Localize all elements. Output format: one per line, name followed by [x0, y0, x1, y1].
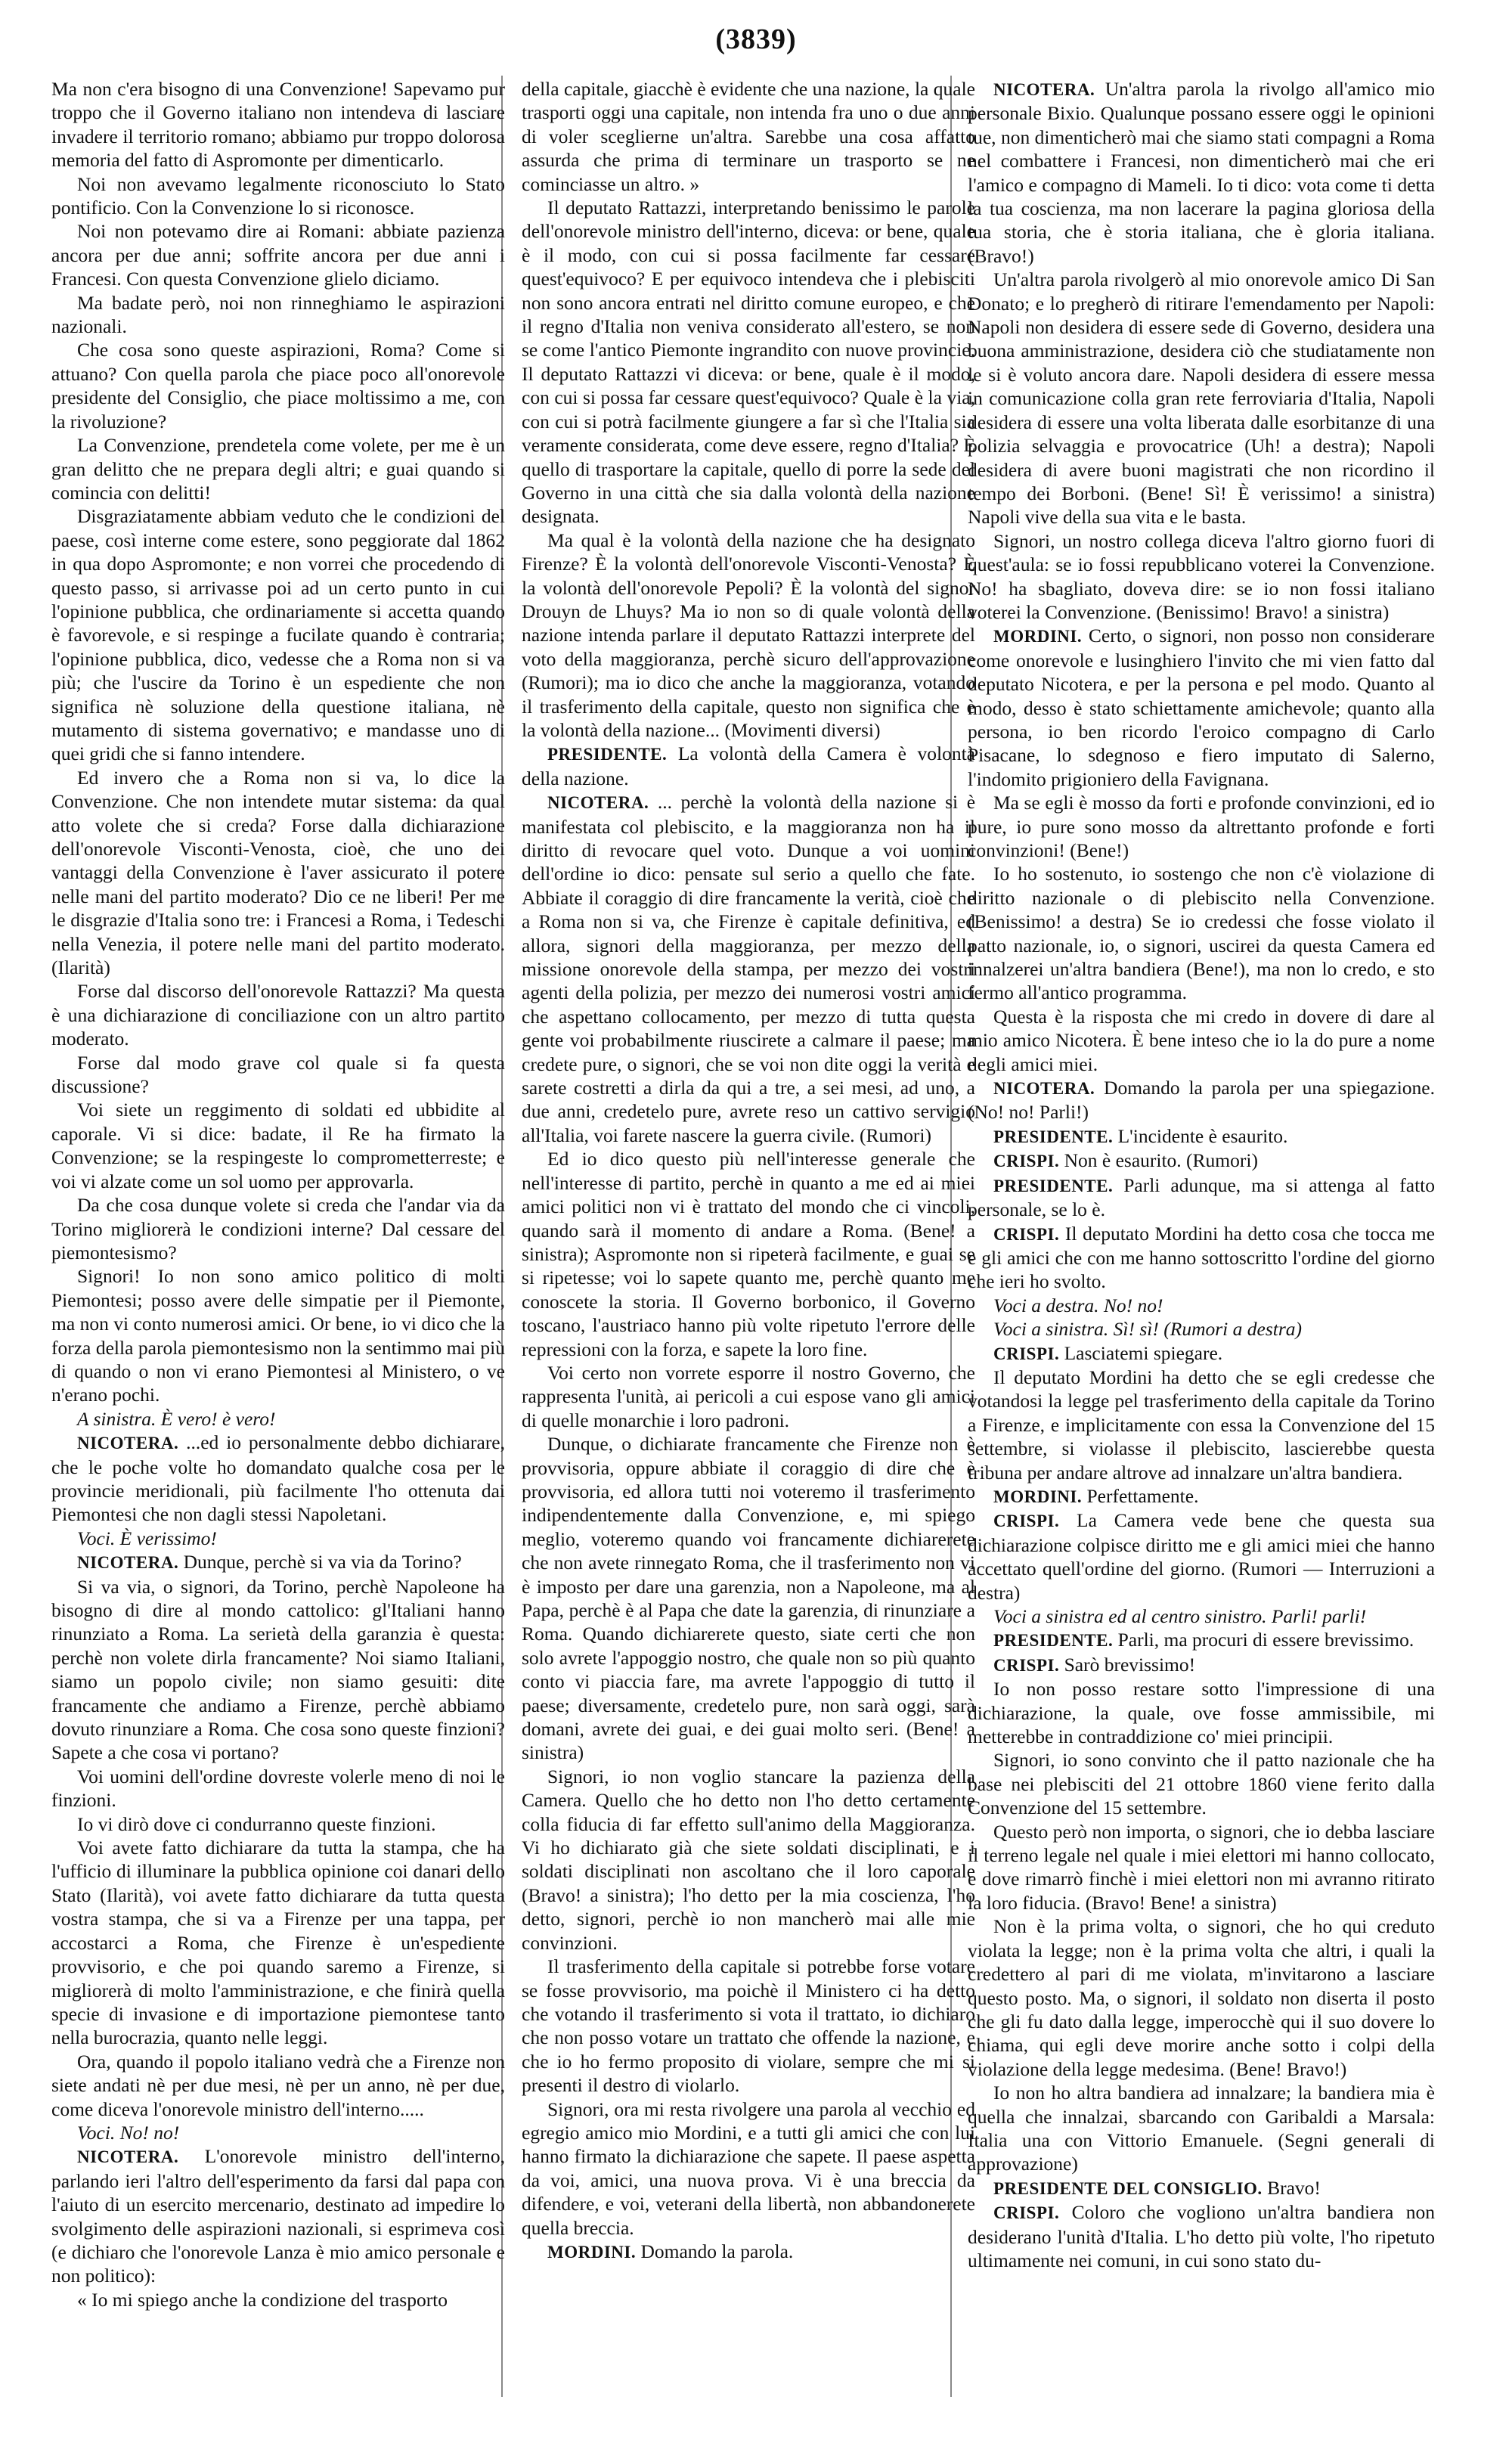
- paragraph-text: Lasciatemi spiegare.: [1064, 1341, 1223, 1364]
- speaker-name: MORDINI.: [993, 627, 1083, 646]
- paragraph-text: A sinistra. È vero! è vero!: [77, 1407, 276, 1430]
- paragraph: [51, 219, 505, 290]
- speech-paragraph: [968, 2200, 1435, 2272]
- paragraph: [51, 1765, 505, 1812]
- speaker-name: CRISPI.: [993, 1655, 1060, 1675]
- paragraph: [968, 1914, 1435, 2081]
- paragraph: [968, 1677, 1435, 1748]
- paragraph-text: Il trasferimento della capitale si potrebbe forse votare se fosse provvisorio, ma poichè il Ministero ci ha detto che votando il trasferimento si vota il trattato, io dichiaro che non posso votare un trattato che offende la nazione, e che io ho fermo proposito di violare, sempre che mi si presenti il destro di violarlo.: [522, 1955, 975, 2097]
- paragraph-text: ... perchè la volontà della nazione si è manifestata col plebiscito, e la maggioranza non ha il diritto di revocare quel voto. Dunque a voi uomini dell'ordine io dico: pensate sul serio a quello che fate. Abbiate il coraggio di dire francamente la verità, cioè che a Roma non si va, che Firenze è capitale definitiva, ed allora, signori della maggioranza, per mezzo della missione onorevole della stampa, per mezzo dei vostri agenti della polizia, per mezzo dei numerosi vostri amici che aspettano collocamento, per mezzo di tutta questa gente voi probabilmente riuscirete a calmare il paese; ma credete pure, o signori, che se voi non dite oggi la verità e sarete costretti a dirla da qui a tre, a sei mesi, ad uno, a due anni, credetelo pure, avrete reso un cattivo servigio all'Italia, voi farete nascere la guerra civile. (Rumori): [522, 791, 975, 1146]
- paragraph-text: Da che cosa dunque volete si creda che l'andar via da Torino migliorerà le condizioni interne? Dal cessare del piemontesismo?: [51, 1194, 505, 1263]
- speaker-name: CRISPI.: [993, 2203, 1060, 2223]
- paragraph: [51, 291, 505, 339]
- speech-paragraph: [522, 742, 975, 790]
- speech-paragraph: [51, 1431, 505, 1527]
- paragraph: [51, 504, 505, 765]
- paragraph: [522, 77, 975, 196]
- paragraph: [51, 338, 505, 433]
- paragraph-text: Io ho sostenuto, io sostengo che non c'è violazione di diritto nazionale o di plebiscito nella Convenzione. (Benissimo! a destra) Se io credessi che fosse violato il patto nazionale, io, o signori, uscirei da questa Camera ed innalzerei un'altra bandiera (Bene!), ma non lo credo, e sto fermo all'antico programma.: [968, 863, 1435, 1004]
- paragraph: [522, 1361, 975, 1432]
- paragraph-text: La Convenzione, prendetela come volete, per me è un gran delitto che ne prepara degli altri; e guai quando si comincia con delitti!: [51, 434, 505, 504]
- speaker-name: MORDINI.: [547, 2242, 637, 2262]
- page-number: (3839): [715, 23, 797, 55]
- speech-paragraph: [51, 1550, 505, 1574]
- paragraph: [968, 1005, 1435, 1076]
- paragraph-text: Coloro che vogliono un'altra bandiera non desiderano l'unità d'Italia. L'ho detto più volte, l'ho ripetuto ultimamente nei comuni, in cui sono stato du-: [968, 2201, 1435, 2271]
- paragraph: [522, 2097, 975, 2240]
- paragraph-text: ...ed io personalmente debbo dichiarare, che le poche volte ho domandato qualche cosa per le provincie meridionali, più facilmente l'ho ottenuta dai Piemontesi che non dagli stessi Napoletani.: [51, 1431, 505, 1526]
- speech-paragraph: [968, 1222, 1435, 1294]
- interjection-paragraph: [51, 1527, 505, 1550]
- paragraph: [522, 1432, 975, 1765]
- paragraph: [51, 766, 505, 980]
- speaker-name: CRISPI.: [993, 1224, 1060, 1244]
- paragraph-text: Bravo!: [1267, 2176, 1321, 2199]
- speaker-name: PRESIDENTE.: [993, 1176, 1114, 1195]
- speaker-name: NICOTERA.: [993, 1079, 1095, 1099]
- speech-paragraph: [968, 1173, 1435, 1222]
- interjection-paragraph: [51, 1407, 505, 1431]
- paragraph-text: Ma badate però, noi non rinneghiamo le aspirazioni nazionali.: [51, 291, 505, 338]
- speaker-name: CRISPI.: [993, 1344, 1060, 1363]
- paragraph-text: Un'altra parola la rivolgo all'amico mio personale Bixio. Qualunque possano essere oggi le opinioni tue, non dimenticherò mai che siamo stati compagni a Roma nel combattere i Francesi, non dimenticherò mai che eri l'amico e compagno di Mameli. Io ti dico: vota come ti detta la tua coscienza, ma non lacerare la pagina gloriosa della tua storia, che è storia italiana, che è gloria italiana. (Bravo!): [968, 78, 1435, 267]
- interjection-paragraph: [51, 2121, 505, 2144]
- paragraph-text: Ma se egli è mosso da forti e profonde convinzioni, ed io pure, io pure sono mosso da altrettanto profonde e forti convinzioni! (Bene!): [968, 792, 1435, 861]
- paragraph-text: Voi avete fatto dichiarare da tutta la stampa, che ha l'ufficio di illuminare la pubblica opinione coi danari dello Stato (Ilarità), voi avete fatto dichiarare da tutta questa vostra stampa, che si va a Firenze per una tappa, per accostarci a Roma, che Firenze è un'espediente provvisorio, e che poi quando saremo a Firenze, si migliorerà di molto l'amministrazione, e che finirà quella specie di invasione e di importazione piemontese tanto nella burocrazia, quanto nelle leggi.: [51, 1837, 505, 2049]
- speech-paragraph: [51, 2144, 505, 2287]
- paragraph-text: Signori, io non voglio stancare la pazienza della Camera. Quello che ho detto non l'ho detto certamente colla fiducia di far effetto sull'animo della Maggioranza. Vi ho dichiarato già che siete soldati disciplinati, e i soldati disciplinati non ascoltano che il loro caporale (Bravo! a sinistra); l'ho detto per la mia coscienza, l'ho detto, signori, perchè io non mancherò mai alle mie convinzioni.: [522, 1765, 975, 1954]
- text-column-3: [968, 77, 1435, 2391]
- interjection-paragraph: [968, 1317, 1435, 1341]
- paragraph-text: Questo però non importa, o signori, che io debba lasciare il terreno legale nel quale i miei elettori mi hanno collocato, e dove rimarrò finchè i miei elettori non mi avranno ritirato la loro fiducia. (Bravo! Bene! a sinistra): [968, 1820, 1435, 1914]
- paragraph: [51, 1051, 505, 1099]
- paragraph-text: Questa è la risposta che mi credo in dovere di dare al mio amico Nicotera. È bene inteso che io la do pure a nome degli amici miei.: [968, 1005, 1435, 1075]
- speaker-name: PRESIDENTE DEL CONSIGLIO.: [993, 2178, 1263, 2198]
- speaker-name: NICOTERA.: [77, 1434, 179, 1453]
- paragraph-text: Ma qual è la volontà della nazione che ha designato Firenze? È la volontà dell'onorevole Visconti-Venosta? È la volontà dell'onorevole Pepoli? È la volontà del signor Drouyn de Lhuys? Ma io non so di quale volontà della nazione intenda parlare il deputato Rattazzi interprete del voto della maggioranza, perchè sicuro dell'approvazione (Rumori); ma io dico che anche la maggioranza, votando il trasferimento della capitale, questo non significa che è la volontà della nazione... (Movimenti diversi): [522, 529, 975, 741]
- paragraph-text: Noi non potevamo dire ai Romani: abbiate pazienza ancora per due anni; soffrite ancora per due anni i Francesi. Con questa Convenzione glielo diciamo.: [51, 220, 505, 290]
- paragraph-text: Si va via, o signori, da Torino, perchè Napoleone ha bisogno di dire al mondo cattolico: gl'Italiani hanno rinunziato a Roma. La serietà della garanzia è questa: perchè non volete dirla francamente? Noi siamo Italiani, siamo un popolo civile; non siamo gesuiti: dite francamente che andiamo a Firenze, perchè abbiamo dovuto rinunziare a Roma. Che cosa sono queste finzioni? Sapete a che cosa vi portano?: [51, 1575, 505, 1764]
- paragraph-text: Domando la parola.: [640, 2240, 794, 2262]
- paragraph: [968, 268, 1435, 529]
- paragraph-text: Non è la prima volta, o signori, che ho qui creduto violata la legge; non è la prima volta che altri, i quali la credettero al pari di me violata, m'invitarono a lasciare questo posto. Ma, o signori, il soldato non diserta il posto che gli fu dato dalla legge, imperocchè qui il suo dovere lo chiama, qui egli deve morire anche sotto i colpi della violazione della legge medesima. (Bene! Bravo!): [968, 1915, 1435, 2080]
- paragraph: [522, 196, 975, 529]
- paragraph-text: Dunque, perchè si va via da Torino?: [183, 1551, 462, 1573]
- speech-paragraph: [522, 2240, 975, 2264]
- speech-paragraph: [968, 1076, 1435, 1124]
- paragraph-text: Dunque, o dichiarate francamente che Firenze non è provvisoria, oppure abbiate il coraggio di dire che è provvisoria, ed allora tutti noi voteremo il trasferimento indipendentemente dalla Convenzione, e, mi spiego meglio, voteremo quando voi francamente dichiarerete che non avete rinnegato Roma, che il trasferimento non vi è imposto per dare una garenzia, non a Napoleone, ma al Papa, perchè è al Papa che date la garenzia, di rinunziare a Roma. Quando dichiarerete questo, siate certi che non solo avrete l'appoggio nostro, che quale non so più quanto conto vi piaccia fare, ma avrete l'appoggio di tutto il paese; diversamente, credetelo pure, non sarà oggi, sarà domani, avrete dei guai, e dei guai molto seri. (Bene! a sinistra): [522, 1433, 975, 1764]
- paragraph-text: Il deputato Rattazzi, interpretando benissimo le parole dell'onorevole ministro dell'interno, diceva: or bene, quale è il modo, con cui si possa facilmente far cessare quest'equivoco? E per equivoco intendeva che i plebisciti non sono ancora entrati nel diritto comune europeo, e che il regno d'Italia non veniva considerato all'estero, se non se come l'antico Piemonte ingrandito con nuove provincie. Il deputato Rattazzi vi diceva: or bene, quale è il modo, con cui si possa far cessare quest'equivoco? Quale è la via, con cui si potrà facilmente giungere a far sì che l'Italia sia veramente considerata, come deve essere, regno d'Italia? È quello di trasportare la capitale, quello di porre la sede del Governo in una città che sia dalla volontà della nazione designata.: [522, 197, 975, 528]
- interjection-paragraph: [968, 1294, 1435, 1317]
- paragraph: [51, 2288, 505, 2311]
- paragraph: [968, 1366, 1435, 1484]
- paragraph-text: Disgraziatamente abbiam veduto che le condizioni del paese, così interne come estere, sono peggiorate dal 1862 in qua dopo Aspromonte; e non vorrei che procedendo di questo passo, si arrivasse poi ad un certo punto in cui l'opinione pubblica, che ordinariamente si accetta quando è favorevole, e si respinge a fucilate quando è contraria; l'opinione pubblica, dico, vedesse che a Roma non si va più; che l'uscire da Torino è un espediente che non significa nè soluzione della questione italiana, nè mutamento di sistema governativo; e mandasse uno di quei gridi che si fanno intendere.: [51, 505, 505, 765]
- paragraph-text: Il deputato Mordini ha detto che se egli credesse che votandosi la legge pel trasferimento della capitale da Torino a Firenze, e implicitamente con essa la Convenzione del 15 settembre, si violasse il plebiscito, lascierebbe questa tribuna per andare altrove ad innalzare un'altra bandiera.: [968, 1366, 1435, 1484]
- paragraph-text: Parli, ma procuri di essere brevissimo.: [1117, 1629, 1414, 1651]
- paragraph-text: Ed invero che a Roma non si va, lo dice la Convenzione. Che non intendete mutar sistema: da qual atto volete che si creda? Forse dalla dichiarazione dell'onorevole Visconti-Venosta, cioè, che uno dei vantaggi della Convenzione è l'aver assicurato il potere nelle mani del partito moderato? Dio ce ne liberi! Per me le disgrazie d'Italia sono tre: i Francesi a Roma, i Tedeschi nella Venezia, il potere nelle mani del partito moderato. (Ilarità): [51, 766, 505, 979]
- paragraph: [51, 433, 505, 504]
- paragraph: [51, 77, 505, 172]
- paragraph-text: « Io mi spiego anche la condizione del trasporto: [77, 2288, 448, 2311]
- speech-paragraph: [968, 1508, 1435, 1604]
- paragraph-text: Voci. No! no!: [77, 2121, 180, 2144]
- paragraph: [968, 1748, 1435, 1819]
- speech-paragraph: [968, 2176, 1435, 2200]
- paragraph: [51, 1193, 505, 1264]
- paragraph-text: Domando la parola per una spiegazione. (No! no! Parli!): [968, 1077, 1435, 1124]
- speech-paragraph: [968, 1653, 1435, 1677]
- paragraph-text: Io vi dirò dove ci condurranno queste finzioni.: [77, 1812, 436, 1835]
- paragraph-text: Noi non avevamo legalmente riconosciuto lo Stato pontificio. Con la Convenzione lo si riconosce.: [51, 172, 505, 219]
- paragraph-text: Voci a sinistra. Sì! sì! (Rumori a destra): [993, 1318, 1302, 1341]
- paragraph-text: Voci a destra. No! no!: [993, 1294, 1163, 1316]
- speaker-name: NICOTERA.: [77, 1553, 179, 1573]
- paragraph: [51, 979, 505, 1050]
- paragraph-text: L'onorevole ministro dell'interno, parlando ieri l'altro dell'esperimento da farsi dal papa con l'aiuto di un esercito mercenario, destinato ad impedire lo svolgimento delle aspirazioni nazionali, si esprimeva così (e dichiaro che l'onorevole Lanza è mio amico personale e non politico):: [51, 2145, 505, 2287]
- paragraph-text: Perfettamente.: [1086, 1484, 1199, 1507]
- paragraph: [522, 529, 975, 743]
- paragraph-text: Ma non c'era bisogno di una Convenzione! Sapevamo pur troppo che il Governo italiano non intendeva di lasciare invadere il territorio romano; abbiamo pur troppo dolorosa memoria del fatto di Aspromonte per dimenticarlo.: [51, 78, 505, 172]
- paragraph: [968, 529, 1435, 625]
- speaker-name: NICOTERA.: [77, 2147, 179, 2167]
- paragraph-text: Forse dal discorso dell'onorevole Rattazzi? Ma questa è una dichiarazione di conciliazione con un altro partito moderato.: [51, 980, 505, 1050]
- paragraph-text: Il deputato Mordini ha detto cosa che tocca me e gli amici che con me hanno sottoscritto l'ordine del giorno che ieri ho svolto.: [968, 1222, 1435, 1293]
- interjection-paragraph: [968, 1604, 1435, 1628]
- speech-paragraph: [968, 1341, 1435, 1366]
- paragraph: [968, 791, 1435, 862]
- paragraph: [968, 862, 1435, 1004]
- paragraph-text: Che cosa sono queste aspirazioni, Roma? Come si attuano? Con quella parola che piace poco all'onorevole presidente del Consiglio, che piace moltissimo a me, con la rivoluzione?: [51, 339, 505, 433]
- paragraph-text: Voi certo non vorrete esporre il nostro Governo, che rappresenta l'unità, ai pericoli a cui espose vano gli amici di quelle monarchie i loro padroni.: [522, 1361, 975, 1431]
- paragraph-text: Signori, ora mi resta rivolgere una parola al vecchio ed egregio amico mio Mordini, e a tutti gli amici che con lui hanno firmato la dichiarazione che sapete. Il paese aspetta da voi, amici, una nuova prova. Vi è una breccia da difendere, e voi, veterani della libertà, non abbandonerete quella breccia.: [522, 2097, 975, 2239]
- paragraph-text: Sarò brevissimo!: [1064, 1653, 1196, 1676]
- speaker-name: PRESIDENTE.: [993, 1631, 1114, 1651]
- speech-paragraph: [968, 624, 1435, 791]
- speech-paragraph: [968, 1149, 1435, 1173]
- paragraph-text: Signori, un nostro collega diceva l'altro giorno fuori di quest'aula: se io fossi repubblicano voterei la Convenzione. No! ha sbagliato, doveva dire: se io non fossi italiano voterei la Convenzione. (Benissimo! Bravo! a sinistra): [968, 529, 1435, 623]
- speech-paragraph: [968, 1628, 1435, 1652]
- paragraph: [51, 1575, 505, 1765]
- speaker-name: PRESIDENTE.: [993, 1127, 1114, 1146]
- paragraph-text: Io non ho altra bandiera ad innalzare; la bandiera mia è quella che innalzai, sbarcando con Garibaldi a Marsala: Italia una con Vittorio Emanuele. (Segni generali di approvazione): [968, 2082, 1435, 2175]
- speaker-name: MORDINI.: [993, 1487, 1083, 1506]
- paragraph-text: Non è esaurito. (Rumori): [1064, 1149, 1258, 1172]
- paragraph-text: Parli adunque, ma si attenga al fatto personale, se lo è.: [968, 1173, 1435, 1221]
- paragraph-text: Voci. È verissimo!: [77, 1527, 217, 1549]
- paragraph: [51, 1098, 505, 1193]
- paragraph-text: Signori, io sono convinto che il patto nazionale che ha base nei plebisciti del 21 ottobre 1860 viene ferito dalla Convenzione del 15 settembre.: [968, 1749, 1435, 1819]
- speech-paragraph: [968, 77, 1435, 268]
- paragraph: [51, 1836, 505, 2050]
- paragraph-text: Signori! Io non sono amico politico di molti Piemontesi; posso avere delle simpatie per il Piemonte, ma non vi conto numerosi amici. Or bene, io vi dico che la forza della parola piemontesismo non la sentimmo mai più di quando o non vi erano Piemontesi al Ministero, o ve n'erano pochi.: [51, 1265, 505, 1406]
- paragraph-text: La volontà della Camera è volontà della nazione.: [522, 743, 975, 789]
- paragraph-text: Forse dal modo grave col quale si fa questa discussione?: [51, 1051, 505, 1098]
- paragraph-text: Voci a sinistra ed al centro sinistro. Parli! parli!: [993, 1605, 1367, 1627]
- paragraph-text: Voi uomini dell'ordine dovreste volerle meno di noi le finzioni.: [51, 1765, 505, 1812]
- speaker-name: PRESIDENTE.: [547, 745, 668, 764]
- paragraph: [968, 2081, 1435, 2176]
- speech-paragraph: [522, 790, 975, 1147]
- speech-paragraph: [968, 1484, 1435, 1508]
- paragraph-text: della capitale, giacchè è evidente che una nazione, la quale trasporti oggi una capitale, non intenda fra uno o due anni di voler sceglierne un'altra. Sarebbe una cosa affatto assurda che prima di terminare un trasporto se ne cominciasse un altro. »: [522, 78, 975, 195]
- paragraph-text: Un'altra parola rivolgerò al mio onorevole amico Di San Donato; e lo pregherò di ritirare l'emendamento per Napoli: Napoli non desidera di essere sede di Governo, desidera una buona amministrazione, desidera ciò che studiatamente non le si è voluto ancora dare. Napoli desidera di essere messa in comunicazione colla gran rete ferroviaria d'Italia, Napoli desidera di essere una volta liberata dalle esorbitanze di una polizia selvaggia e provocatrice (Uh! a destra); Napoli desidera di avere buoni magistrati che non ricordino il tempo dei Borboni. (Bene! Sì! È verissimo! a sinistra) Napoli vive della sua vita e le basta.: [968, 268, 1435, 529]
- speaker-name: NICOTERA.: [547, 793, 649, 813]
- text-column-1: [51, 77, 505, 2391]
- paragraph-text: La Camera vede bene che questa sua dichiarazione colpisce diritto me e gli amici miei che hanno accettato quell'ordine del giorno. (Rumori — Interruzioni a destra): [968, 1509, 1435, 1604]
- paragraph: [968, 1820, 1435, 1915]
- speaker-name: NICOTERA.: [993, 80, 1095, 99]
- paragraph-text: Voi siete un reggimento di soldati ed ubbidite al caporale. Vi si dice: badate, il Re ha firmato la Convenzione; se la respingeste lo comprometterreste; e voi vi alzate come un sol uomo per approvarla.: [51, 1099, 505, 1192]
- speaker-name: CRISPI.: [993, 1152, 1060, 1171]
- speaker-name: CRISPI.: [993, 1511, 1060, 1531]
- paragraph: [51, 2050, 505, 2121]
- paragraph-text: Certo, o signori, non posso non considerare come onorevole e lusinghiero l'invito che mi vien fatto dal deputato Nicotera, e per la persona e pel modo. Quanto al modo, desso è stato schiettamente amichevole; quanto alla persona, io ben ricordo l'eroico compagno di Carlo Pisacane, lo sdegnoso e fiero imputato di Salerno, l'indomito prigioniero della Favignana.: [968, 625, 1435, 790]
- paragraph: [522, 1147, 975, 1361]
- paragraph-text: Ora, quando il popolo italiano vedrà che a Firenze non siete andati nè per due mesi, nè per un anno, nè per due, come diceva l'onorevole ministro dell'interno.....: [51, 2050, 505, 2120]
- paragraph: [51, 172, 505, 220]
- paragraph-text: L'incidente è esaurito.: [1117, 1124, 1288, 1147]
- paragraph: [522, 1765, 975, 1955]
- paragraph: [51, 1812, 505, 1836]
- speech-paragraph: [968, 1124, 1435, 1149]
- text-column-2: [522, 77, 975, 2391]
- paragraph-text: Ed io dico questo più nell'interesse generale che nell'interesse di partito, perchè in quanto a me ed ai miei amici politici non vi è trattato del mondo che ci vincoli, quando sarà il momento di andare a Roma. (Bene! a sinistra); Aspromonte non si ripeterà facilmente, e guai se si ripetesse; voi lo sapete quanto me, perchè quanto me conoscete la storia. Il Governo borbonico, il Governo toscano, l'austriaco hanno più volte ripetuto l'errore delle repressioni con la forza, e sapete la loro fine.: [522, 1148, 975, 1360]
- paragraph: [522, 1955, 975, 2097]
- paragraph-text: Io non posso restare sotto l'impressione di una dichiarazione, la quale, ove fosse ammissibile, mi metterebbe in contraddizione co' miei principii.: [968, 1678, 1435, 1748]
- paragraph: [51, 1264, 505, 1406]
